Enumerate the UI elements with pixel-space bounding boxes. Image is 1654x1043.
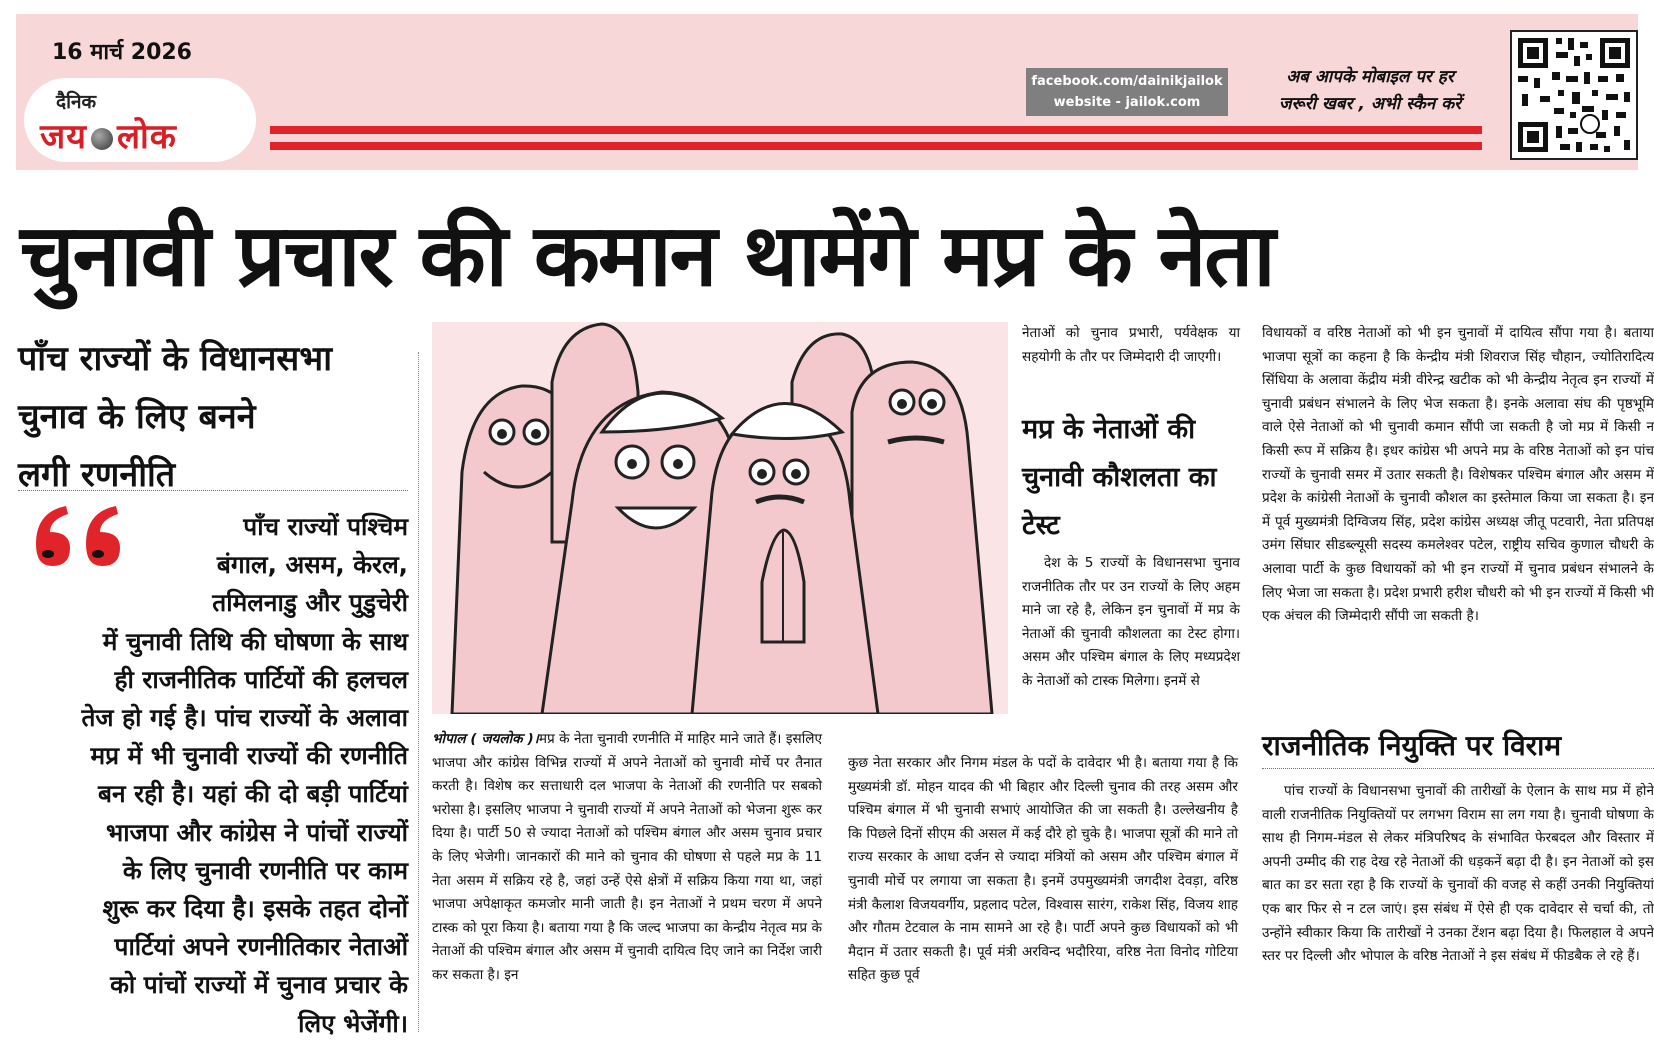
issue-date: 16 मार्च 2026 — [52, 40, 192, 65]
article-column-2-wide: कुछ नेता सरकार और निगम मंडल के पदों के दावेदार भी है। बताया गया है कि मुख्यमंत्री डॉ. मोहन यादव की भी बिहार और दिल्ली चुनाव की तरह असम और पश्चिम बंगाल में भी चुनावी सभाएं आयोजित की जा सकती है। उल्लेखनीय है कि पिछले दिनों सीएम की असल में कई दौरे हो चुके है। भाजपा सूत्रों की माने तो राज्य सरकार के आधा दर्जन से ज्यादा मंत्रियों को असम और पश्चिम बंगाल में चुनावी मोर्चे पर लगाया जा सकता है। इनमें उपमुख्यमंत्री जगदीश देवड़ा, वरिष्ठ मंत्री कैलाश विजयवर्गीय, प्रहलाद पटेल, विश्वास सारंग, राकेश सिंह, विजय शाह और गौतम टेटवाल के नाम सामने आ रहे है। पार्टी अपने कुछ विधायकों को भी मैदान में उतार सकती है। पूर्व मंत्री अरविन्द भदौरिया, वरिष्ठ नेता विनोद गोटिया सहित कुछ पूर्व — [848, 755, 1238, 984]
intro-line: तेज हो गई है। पांच राज्यों के अलावा — [81, 703, 408, 733]
facebook-link[interactable]: facebook.com/dainikjailok — [1031, 74, 1223, 89]
logo-left-text: जय — [40, 117, 87, 157]
intro-line: लिए भेजेंगी। — [298, 1008, 408, 1038]
column-rule — [418, 352, 419, 1032]
divider — [1262, 768, 1654, 769]
intro-line: बन रही है। यहां की दो बड़ी पार्टियां — [98, 779, 408, 809]
article-column-1 — [432, 728, 822, 988]
promo-line-2: जरूरी खबर , अभी स्कैन करें — [1278, 94, 1462, 114]
promo-line-1: अब आपके मोबाइल पर हर — [1286, 67, 1454, 87]
header-red-line — [270, 142, 1482, 150]
dateline: भोपाल ( जयलोक )। — [432, 731, 539, 747]
subhead-skill-test: मप्र के नेताओं की चुनावी कौशलता का टेस्ट — [1022, 414, 1217, 541]
intro-line: पाँच राज्यों पश्चिम — [243, 512, 408, 541]
intro-line: भाजपा और कांग्रेस ने पांचों राज्यों — [106, 817, 408, 847]
promo-text — [1250, 64, 1490, 118]
article-text: मप्र के नेता चुनावी रणनीति में माहिर माने जाते हैं। इसलिए भाजपा और कांग्रेस विभिन्न राज्यों में अपने नेताओं को चुनावी मोर्चे पर तैनात करती है। विशेष कर सत्ताधारी दल भाजपा के नेताओं की रणनीति पर सबको भरोसा है। इसलिए भाजपा ने चुनावी राज्यों में अपने नेताओं को भेजना शुरू कर दिया है। पार्टी 50 से ज्यादा नेताओं को पश्चिम बंगाल और असम चुनाव प्रचार के लिए भेजेगी। जानकारों की माने को चुनाव की घोषणा से पहले मप्र के 11 नेता असम में सक्रिय रहे है, जहां उन्हें ऐसे क्षेत्रों में सक्रिय किया गया था, जहां भाजपा अपेक्षाकृत कमजोर मानी जाती है। इन नेताओं ने प्रथम चरण में अपने टास्क को पूरा किया है। बताया गया है कि जल्द भाजपा का केन्द्रीय नेतृत्व मप्र के नेताओं की पश्चिम बंगाल और असम में चुनावी दायित्व दिए जाने का निर्देश जारी कर सकता है। इन — [432, 731, 822, 983]
article-text: देश के 5 राज्यों के विधानसभा चुनाव राजनीतिक तौर पर उन राज्यों के लिए अहम माने जा रहे है, लेकिन इन चुनावों में मप्र के नेताओं की चुनावी कौशलता का टेस्ट होगा। असम और पश्चिम बंगाल के लिए मध्यप्रदेश के नेताओं को टास्क मिलेगा। इनमें से — [1022, 555, 1240, 689]
intro-line: शुरू कर दिया है। इसके तहत दोनों — [102, 894, 408, 924]
social-box — [1026, 68, 1228, 116]
intro-paragraph — [26, 508, 408, 1043]
header-red-line — [270, 126, 1482, 134]
cartoon-illustration — [432, 322, 1008, 714]
intro-line: में चुनावी तिथि की घोषणा के साथ — [102, 626, 408, 656]
article-column-2-bottom — [1022, 552, 1240, 694]
globe-icon — [91, 128, 113, 150]
intro-line: तमिलनाडु और पुडुचेरी — [212, 588, 408, 618]
website-link[interactable]: website - jailok.com — [1053, 95, 1201, 110]
intro-line: ही राजनीतिक पार्टियों की हलचल — [114, 664, 408, 694]
main-headline: चुनावी प्रचार की कमान थामेंगे मप्र के नेता — [20, 206, 1274, 306]
divider — [18, 490, 408, 491]
article-column-2-top: नेताओं को चुनाव प्रभारी, पर्यवेक्षक या सहयोगी के तौर पर जिम्मेदारी दी जाएगी। — [1022, 325, 1240, 365]
subhead-line: चुनाव के लिए बनने — [18, 397, 256, 437]
logo-small-text: दैनिक — [56, 91, 97, 113]
intro-line: पार्टियां अपने रणनीतिकार नेताओं — [114, 932, 408, 962]
intro-line: को पांचों राज्यों में चुनाव प्रचार के — [110, 970, 408, 1000]
left-subhead — [18, 330, 413, 504]
logo-right-text: लोक — [116, 117, 177, 157]
subhead-line: लगी रणनीति — [18, 455, 176, 495]
newspaper-logo — [40, 112, 177, 158]
qr-code-icon[interactable] — [1510, 30, 1638, 160]
subhead-line: पाँच राज्यों के विधानसभा — [18, 339, 333, 379]
intro-line: के लिए चुनावी रणनीति पर काम — [122, 855, 408, 885]
article-column-3-bottom — [1262, 780, 1654, 969]
intro-line: बंगाल, असम, केरल, — [216, 550, 408, 580]
subhead-appointments: राजनीतिक नियुक्ति पर विराम — [1262, 729, 1562, 762]
intro-line: मप्र में भी चुनावी राज्यों की रणनीति — [90, 741, 408, 771]
article-text: पांच राज्यों के विधानसभा चुनावों की तारीखों के ऐलान के साथ मप्र में होने वाली राजनीतिक नियुक्तियों पर लगभग विराम सा लग गया है। चुनावी घोषणा के साथ ही निगम-मंडल से लेकर मंत्रिपरिषद के संभावित फेरबदल और विस्तार में अपनी उम्मीद की राह देख रहे नेताओं की धड़कनें बढ़ा दी है। इन नेताओं को इस बात का डर सता रहा है कि राज्यों के चुनावों की वजह से कहीं उनकी नियुक्तियां एक बार फिर से न टल जाएं। इस संबंध में ऐसे ही एक दावेदार से चर्चा की, तो उन्होंने स्वीकार किया कि तारीखों ने उनका टेंशन बढ़ा दिया है। फिलहाल वे अपने स्तर पर दिल्ली और भोपाल के वरिष्ठ नेताओं ने इस संबंध में फीडबैक ले रहे हैं। — [1262, 783, 1654, 965]
article-column-3: विधायकों व वरिष्ठ नेताओं को भी इन चुनावों में दायित्व सौंपा गया है। बताया भाजपा सूत्रों का कहना है कि केन्द्रीय मंत्री शिवराज सिंह चौहान, ज्योतिरादित्य सिंधिया के अलावा केंद्रीय मंत्री वीरेन्द्र खटीक को भी केन्द्रीय नेतृत्व इन राज्यों में चुनावी प्रबंधन संभालने के लिए भेज सकता है। इनके अलावा संघ की पृष्ठभूमि वाले ऐसे नेताओं को भी चुनावी कमान सौंपी जा सकती है जो मप्र में किसी न किसी रूप में सक्रिय है। इधर कांग्रेस भी अपने मप्र के वरिष्ठ नेताओं को इन पांच राज्यों के चुनावी समर में उतार सकती है। विशेषकर पश्चिम बंगाल और असम में प्रदेश के कांग्रेसी नेताओं के चुनावी कौशल का इस्तेमाल किया जा सकता है। इन में पूर्व मुख्यमंत्री दिग्विजय सिंह, प्रदेश कांग्रेस अध्यक्ष जीतू पटवारी, नेता प्रतिपक्ष उमंग सिंघार सीडब्ल्यूसी सदस्य कमलेश्वर पटेल, राष्ट्रीय सचिव कुणाल चौधरी के अलावा पार्टी के कुछ विधायकों को भी इन राज्यों में चुनाव प्रबंधन संभालने के लिए भेजा जा सकता है। प्रदेश प्रभारी हरीश चौधरी को भी इन राज्यों में किसी भी एक अंचल की जिम्मेदारी सौंपी जा सकती है। — [1262, 325, 1654, 625]
